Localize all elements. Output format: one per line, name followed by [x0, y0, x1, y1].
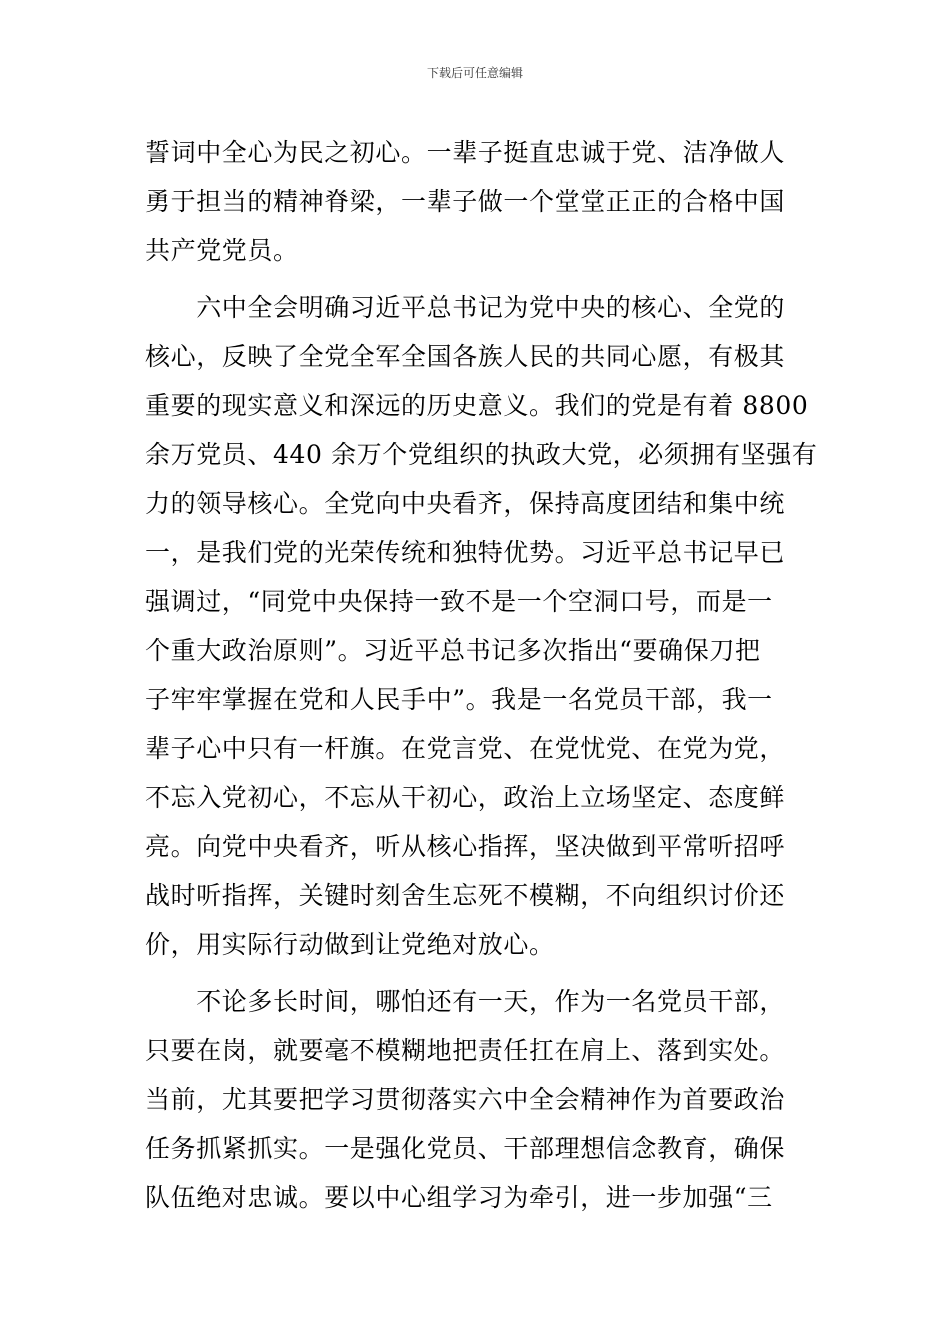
text-line: 誓词中全心为民之初心。一辈子挺直忠诚于党、洁净做人 — [145, 138, 786, 167]
text-line: 当前，尤其要把学习贯彻落实六中全会精神作为首要政治 — [145, 1085, 786, 1114]
text-line: 六中全会明确习近平总书记为党中央的核心、全党的 — [145, 293, 786, 322]
page-header: 下载后可任意编辑 — [426, 66, 523, 80]
text-line: 战时听指挥，关键时刻舍生忘死不模糊，不向组织讨价还 — [145, 881, 786, 910]
text-line: 不忘入党初心，不忘从干初心，政治上立场坚定、态度鲜 — [145, 783, 786, 812]
text-line: 价，用实际行动做到让党绝对放心。 — [145, 930, 555, 959]
text-line: 余万党员、440 余万个党组织的执政大党，必须拥有坚强有 — [145, 440, 818, 469]
text-line: 力的领导核心。全党向中央看齐，保持高度团结和集中统 — [145, 489, 786, 518]
text-line: 一，是我们党的光荣传统和独特优势。习近平总书记早已 — [145, 538, 786, 567]
text-line: 队伍绝对忠诚。要以中心组学习为牵引，进一步加强“三 — [145, 1183, 773, 1212]
text-line: 共产党党员。 — [145, 236, 299, 265]
text-line: 子牢牢掌握在党和人民手中”。我是一名党员干部，我一 — [145, 685, 773, 714]
text-line: 核心，反映了全党全军全国各族人民的共同心愿，有极其 — [145, 342, 786, 371]
paragraph-gap — [145, 969, 815, 977]
text-line: 只要在岗，就要毫不模糊地把责任扛在肩上、落到实处。 — [145, 1036, 786, 1065]
text-line: 任务抓紧抓实。一是强化党员、干部理想信念教育，确保 — [145, 1134, 786, 1163]
paragraph-gap — [145, 275, 815, 283]
text-line: 重要的现实意义和深远的历史意义。我们的党是有着 8800 — [145, 391, 809, 420]
text-line: 勇于担当的精神脊梁，一辈子做一个堂堂正正的合格中国 — [145, 187, 786, 216]
text-line: 不论多长时间，哪怕还有一天，作为一名党员干部， — [145, 987, 786, 1016]
text-line: 亮。向党中央看齐，听从核心指挥，坚决做到平常听招呼 — [145, 832, 786, 861]
text-line: 个重大政治原则”。习近平总书记多次指出“要确保刀把 — [145, 636, 761, 665]
text-line: 辈子心中只有一杆旗。在党言党、在党忧党、在党为党， — [145, 734, 786, 763]
document-body — [145, 128, 818, 1222]
text-line: 强调过，“同党中央保持一致不是一个空洞口号，而是一 — [145, 587, 773, 616]
